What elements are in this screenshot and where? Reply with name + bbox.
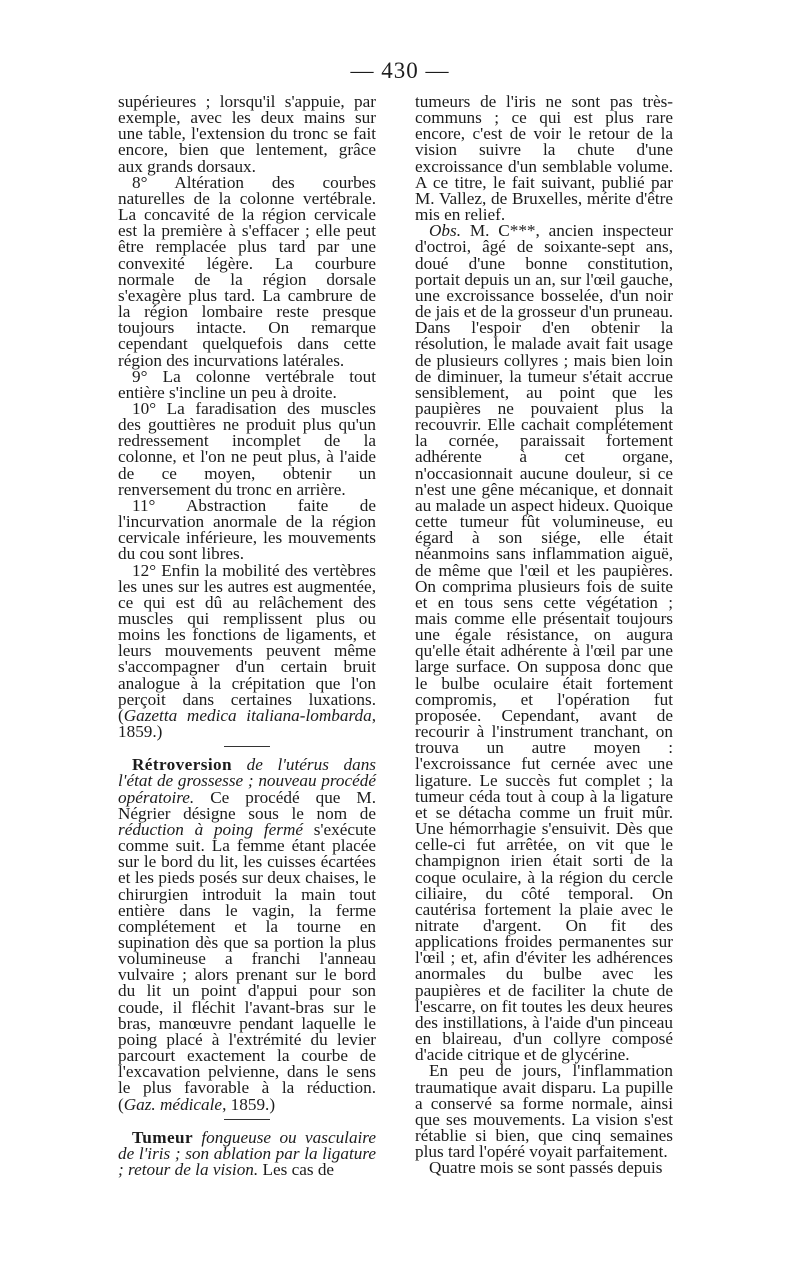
retroversion-source: Gaz. médicale bbox=[123, 1094, 223, 1114]
section-divider bbox=[224, 746, 270, 747]
paragraph-item-10: 10° La faradisation des muscles des gouttières ne produit plus qu'un redressement incomplet de la colonne, et l'on ne peut plus, à l'aide de ce moyen, obtenir un renversement du tronc en arrière. bbox=[118, 398, 376, 499]
paragraph-outcome: En peu de jours, l'inflammation traumatique avait disparu. La pupille a conservé sa forme normale, ainsi que ses mouvements. La vision s'est rétablie si bien, que cinq semaines plus tard l'opéré voyait parfaitement. bbox=[415, 1061, 673, 1162]
paragraph-continuation: supérieures ; lorsqu'il s'appuie, par exemple, avec les deux mains sur une table, l'extension du tronc se fait encore, bien que lentement, grâce aux grands dorsaux. bbox=[118, 92, 376, 176]
retroversion-year: , 1859.) bbox=[222, 1094, 276, 1114]
paragraph-observation bbox=[415, 223, 673, 1063]
page-number: — 430 — bbox=[350, 58, 450, 83]
retroversion-heading: Rétroversion bbox=[132, 755, 232, 775]
left-column bbox=[118, 94, 376, 1178]
obs-label: Obs. bbox=[429, 221, 461, 241]
tumeur-text: Les cas de bbox=[258, 1160, 335, 1179]
retroversion-title: de l'utérus dans l'état de grossesse ; nouveau procédé opératoire. bbox=[118, 755, 376, 807]
retroversion-text: Ce procédé que M. Négrier désigne sous le nom de bbox=[118, 787, 376, 823]
item-12-text: 12° Enfin la mobilité des vertèbres les unes sur les autres est augmentée, ce qui est dû au relâchement des muscles qui remplissent plus ou moins les fonctions de ligaments, et leurs mouvements peuvent même s'accompagner d'un certain bruit analogue à la crépitation que l'on perçoit dans certaines luxations. ( bbox=[118, 560, 376, 725]
paragraph-final: Quatre mois se sont passés depuis bbox=[429, 1158, 663, 1178]
retroversion-term: réduction à poing fermé bbox=[118, 819, 303, 839]
paragraph-item-12 bbox=[118, 560, 376, 742]
paragraph-item-8: 8° Altération des courbes naturelles de la colonne vertébrale. La concavité de la région cervicale est la première à s'effacer ; elle peut être remplacée plus tard par une convexité légère. La courbure normale de la région dorsale s'exagère plus tard. La cambrure de la région lombaire reste presque toujours intacte. On remarque cependant quelquefois dans cette région des incurvations latérales. bbox=[118, 172, 376, 370]
paragraph-continuation: tumeurs de l'iris ne sont pas très-communs ; ce qui est plus rare encore, c'est de voir le retour de la vision suivre la chute d'une excroissance d'un semblable volume. A ce titre, le fait suivant, publié par M. Vallez, de Bruxelles, mérite d'être mis en relief. bbox=[415, 92, 673, 225]
section-divider bbox=[224, 1119, 270, 1120]
tumeur-title: fongueuse ou vasculaire de l'iris ; son ablation par la ligature ; retour de la vision. bbox=[118, 1127, 376, 1179]
obs-text: M. C***, ancien inspecteur d'octroi, âgé de soixante-sept ans, doué d'une bonne constitution, portait depuis un an, sur l'œil gauche, une excroissance bosselée, d'un noir de jais et de la grosseur d'un pruneau. Dans l'espoir d'en obtenir la résolution, le malade avait fait usage de plusieurs collyres ; mais bien loin de diminuer, la tumeur s'était accrue sensiblement, au point que les paupières ne pouvaient plus la recouvrir. Elle cachait complétement la cornée, paraissait fortement adhérente à cet organe, n'occasionnait aucune douleur, si ce n'est une gêne mécanique, et donnait au malade un aspect hideux. Quoique cette tumeur fût volumineuse, eu égard à son siége, elle était néanmoins sans inflammation aiguë, de même que l'œil et les paupières. On comprima plusieurs fois de suite et en tous sens cette végétation ; mais comme elle présentait toujours une égale résistance, on augura qu'elle était adhérente à l'œil par une large surface. On supposa donc que le bulbe oculaire était fortement compromis, et l'opération fut proposée. Cependant, avant de recourir à l'instrument tranchant, on trouva un autre moyen : l'excroissance fut cernée avec une ligature. Le succès fut complet ; la tumeur céda tout à coup à la ligature et se détacha comme un fruit mûr. Une hémorrhagie s'ensuivit. Dès que celle-ci fut arrêtée, on vit que le champignon irien était sorti de la coque oculaire, à la région du cercle ciliaire, du côté temporal. On cautérisa fortement la plaie avec le nitrate d'argent. On fit des applications froides permanentes sur l'œil ; et, afin d'éviter les adhérences anormales du bulbe avec les paupières et de faciliter la chute de l'escarre, on fit toutes les deux heures des instillations, à l'aide d'un pinceau en blaireau, d'un collyre composé d'acide citrique et de glycérine. bbox=[415, 221, 673, 1065]
right-column bbox=[415, 94, 673, 1176]
paragraph-item-11: 11° Abstraction faite de l'incurvation anormale de la région cervicale inférieure, les mouvements du cou sont libres. bbox=[118, 495, 376, 564]
item-12-year: , 1859.) bbox=[118, 705, 376, 742]
paragraph-item-9: 9° La colonne vertébrale tout entière s'incline un peu à droite. bbox=[118, 366, 376, 402]
item-12-source: Gazetta medica italiana-lombarda bbox=[123, 705, 372, 725]
article-retroversion bbox=[118, 757, 376, 1112]
retroversion-body: s'exécute comme suit. La femme étant placée sur le bord du lit, les cuisses écartées et les pieds posés sur deux chaises, le chirurgien introduit la main tout entière dans le vagin, la ferme complétement et la tourne en supination dès que sa portion la plus volumineuse a franchi l'anneau vulvaire ; alors prenant sur le bord du lit un point d'appui pour son coude, il fléchit l'avant-bras sur le bras, manœuvre pendant laquelle le poing placé à l'extrémité du levier parcourt exactement la courbe de l'excavation pelvienne, dans le sens le plus favorable à la réduction. ( bbox=[118, 819, 377, 1114]
article-tumeur bbox=[118, 1127, 376, 1179]
tumeur-heading: Tumeur bbox=[132, 1127, 193, 1147]
